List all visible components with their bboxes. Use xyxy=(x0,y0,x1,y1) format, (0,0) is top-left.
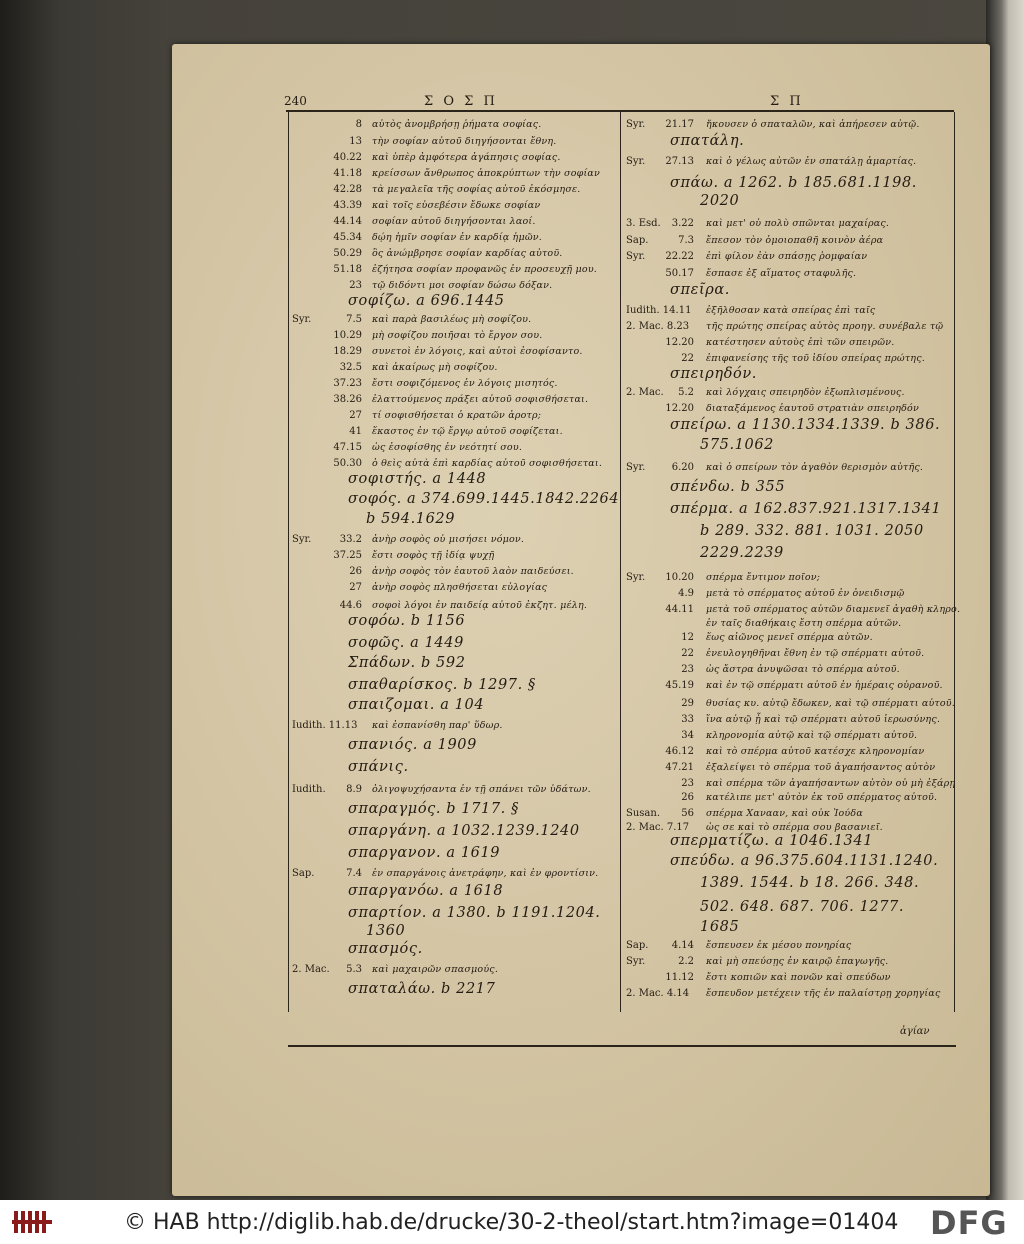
verse-number: 50.17 xyxy=(665,268,694,279)
lemma-continuation xyxy=(0,919,1024,938)
verse-number: 8.9 xyxy=(346,784,362,795)
lemma-text: σοφῶς. a 1449 xyxy=(348,635,464,651)
book-reference: Syr. xyxy=(626,156,646,167)
quotation-text: ὁ θεὶς αὐτὰ ἐπὶ καρδίας αὐτοῦ σοφισθήσεται. xyxy=(372,458,603,469)
quotation-text: καὶ ὁ γέλως αὐτῶν ἐν σπατάλῃ ἁμαρτίας. xyxy=(706,156,917,167)
quotation-text: ὡς σε καὶ τὸ σπέρμα σου βασανιεῖ. xyxy=(706,822,883,833)
lemma-text: σπέρμα. a 162.837.921.1317.1341 xyxy=(670,501,942,517)
reference-numbers: b 289. 332. 881. 1031. 2050 xyxy=(700,523,924,539)
quotation-text: μετὰ τοῦ σπέρματος αὐτῶν διαμενεῖ ἀγαθὴ κληρο. xyxy=(706,604,961,615)
verse-number: 27 xyxy=(349,410,362,421)
book-reference: Syr. xyxy=(626,956,646,967)
book-reference: Susan. xyxy=(626,808,661,819)
verse-number: 51.18 xyxy=(333,264,362,275)
verse-number: 44.14 xyxy=(333,216,362,227)
quotation-text: καὶ τοῖς εὐσεβέσιν ἔδωκε σοφίαν xyxy=(372,200,541,211)
quotation-text: ἔσπευσεν ἐκ μέσου πονηρίας xyxy=(706,940,852,951)
quotation-text: τὴν σοφίαν αὐτοῦ διηγήσονται ἔθνη. xyxy=(372,136,557,147)
index-entry xyxy=(0,249,1024,265)
lemma-text: σπεῖρα. xyxy=(670,282,731,298)
quotation-text: σοφίαν αὐτοῦ διηγήσονται λαοί. xyxy=(372,216,536,227)
verse-number: 12 xyxy=(681,632,694,643)
quotation-text: ἵνα αὐτῷ ᾖ καὶ τῷ σπέρματι αὐτοῦ ἱερωσύνης. xyxy=(706,714,941,725)
quotation-text: ἔσπευδον μετέχειν τῆς ἐν παλαίστρῃ χορηγίας xyxy=(706,988,941,999)
quotation-text: ἐν ταῖς διαθήκαις ἔστη σπέρμα αὐτῶν. xyxy=(706,618,902,629)
verse-number: 45.19 xyxy=(665,680,694,691)
reference-numbers: 1360 xyxy=(366,923,406,939)
verse-number: 18.29 xyxy=(333,346,362,357)
lemma-text: σπένδω. b 355 xyxy=(670,479,786,495)
book-reference: Syr. xyxy=(292,314,312,325)
quotation-text: καὶ μετ' οὐ πολὺ σπῶνται μαχαίρας. xyxy=(706,218,890,229)
index-entry xyxy=(0,401,1024,417)
index-entry xyxy=(0,117,1024,133)
quotation-text: σπέρμα ἔντιμον ποῖον; xyxy=(706,572,821,583)
quotation-text: ἀνὴρ σοφὸς πλησθήσεται εὐλογίας xyxy=(372,582,548,593)
quotation-text: ὡς ἄστρα ἀνυψῶσαι τὸ σπέρμα αὐτοῦ. xyxy=(706,664,900,675)
lemma-continuation xyxy=(0,899,1024,918)
verse-number: 34 xyxy=(681,730,694,741)
verse-number: 7.3 xyxy=(678,235,694,246)
index-entry xyxy=(0,986,1024,1002)
quotation-text: τῷ διδόντι μοι σοφίαν δώσω δόξαν. xyxy=(372,280,553,291)
book-reference: Syr. xyxy=(626,119,646,130)
lemma-text: Σπάδων. b 592 xyxy=(348,655,466,671)
lemma-continuation xyxy=(0,875,1024,894)
lemma-continuation xyxy=(0,545,1024,564)
lemma-text: σπατάλη. xyxy=(670,133,745,149)
verse-number: 2.2 xyxy=(678,956,694,967)
index-entry xyxy=(0,938,1024,954)
index-entry xyxy=(0,646,1024,662)
index-entry xyxy=(0,728,1024,744)
quotation-text: ἕκαστος ἐν τῷ ἔργῳ αὐτοῦ σοφίζεται. xyxy=(372,426,563,437)
quotation-text: μὴ σοφίζου ποιῆσαι τὸ ἔργον σου. xyxy=(372,330,543,341)
verse-number: 33.2 xyxy=(339,534,362,545)
lemma-text: σπειρηδόν. xyxy=(670,366,757,382)
book-reference: Syr. xyxy=(292,534,312,545)
footer-bar xyxy=(0,1200,1024,1244)
verse-number: 50.29 xyxy=(333,248,362,259)
quotation-text: ἐπὶ φίλον ἐὰν σπάσῃς ῥομφαίαν xyxy=(706,251,868,262)
book-reference: Sap. xyxy=(292,868,315,879)
index-entry xyxy=(0,266,1024,282)
verse-number: 23 xyxy=(681,664,694,675)
verse-number: 47.15 xyxy=(333,442,362,453)
dfg-logo-text: DFG xyxy=(930,1206,1008,1238)
quotation-text: κατέλιπε μετ' αὐτὸν ἐκ τοῦ σπέρματος αὐτοῦ. xyxy=(706,792,938,803)
quotation-text: συνετοὶ ἐν λόγοις, καὶ αὐτοὶ ἐσοφίσαντο. xyxy=(372,346,583,357)
quotation-text: τῆς πρώτης σπείρας αὐτὸς προηγ. συνέβαλε τῷ xyxy=(706,321,944,332)
quotation-text: καὶ λόγχαις σπειρηδὸν ἐξωπλισμένους. xyxy=(706,387,905,398)
lemma-text: σπαιζομαι. a 104 xyxy=(348,697,485,713)
verse-number: 50.30 xyxy=(333,458,362,469)
lemma-text: σοφός. a 374.699.1445.1842.2264 xyxy=(348,491,620,507)
verse-number: 37.25 xyxy=(333,550,362,561)
quotation-text: καὶ ἀκαίρως μὴ σοφίζου. xyxy=(372,362,498,373)
lemma-text: σπαρτίον. a 1380. b 1191.1204. xyxy=(348,905,601,921)
verse-number: 4.9 xyxy=(678,588,694,599)
verse-number: 4.14 xyxy=(671,940,694,951)
verse-number: 43.39 xyxy=(333,200,362,211)
verse-number: 32.5 xyxy=(339,362,362,373)
book-reference: Iudith. xyxy=(292,784,326,795)
quotation-text: θυσίας κυ. αὐτῷ ἔδωκεν, καὶ τῷ σπέρματι αὐτοῦ. xyxy=(706,698,955,709)
lemma-text: σπάω. a 1262. b 185.681.1198. xyxy=(670,175,918,191)
lemma-heading xyxy=(0,282,1024,301)
verse-number: 7.4 xyxy=(346,868,362,879)
index-entry xyxy=(0,351,1024,367)
quotation-text: καὶ τὸ σπέρμα αὐτοῦ κατέσχε κληρονομίαν xyxy=(706,746,925,757)
lemma-text: σπαθαρίσκος. b 1297. § xyxy=(348,677,536,693)
book-reference: Syr. xyxy=(626,462,646,473)
verse-number: 29 xyxy=(681,698,694,709)
lemma-text: σπερματίζω. a 1046.1341 xyxy=(670,833,874,849)
verse-number: 21.17 xyxy=(665,119,694,130)
verse-number: 42.28 xyxy=(333,184,362,195)
lemma-text: σοφίζω. a 696.1445 xyxy=(348,293,505,309)
lemma-continuation xyxy=(0,437,1024,456)
quotation-text: ἐνευλογηθῆναι ἔθνη ἐν τῷ σπέρματι αὐτοῦ. xyxy=(706,648,925,659)
reference-numbers: 2020 xyxy=(700,193,740,209)
bottom-rule xyxy=(288,1045,956,1047)
quotation-text: ὃς ἀνώμβρησε σοφίαν καρδίας αὐτοῦ. xyxy=(372,248,563,259)
index-entry xyxy=(0,303,1024,319)
verse-number: 26 xyxy=(349,566,362,577)
lemma-heading xyxy=(0,501,1024,520)
quotation-text: αὐτὸς ἀνομβρήσῃ ῥήματα σοφίας. xyxy=(372,119,542,130)
index-entry xyxy=(0,586,1024,602)
verse-number: 23 xyxy=(349,280,362,291)
lemma-text: σπανιός. a 1909 xyxy=(348,737,477,753)
book-reference: Syr. xyxy=(626,572,646,583)
book-reference: 2. Mac. 4.14 xyxy=(626,988,690,999)
book-reference: 2. Mac. xyxy=(292,964,330,975)
quotation-text: ἐπιφανείσης τῆς τοῦ ἰδίου σπείρας πρώτης. xyxy=(706,353,925,364)
lemma-heading xyxy=(0,417,1024,436)
verse-number: 27.13 xyxy=(665,156,694,167)
lemma-text: σπασμός. xyxy=(348,941,423,957)
lemma-heading xyxy=(0,175,1024,194)
verse-number: 37.23 xyxy=(333,378,362,389)
quotation-text: ἔπεσον τὸν ὁμοιοπαθῆ κοινὸν ἀέρα xyxy=(706,235,884,246)
quotation-text: καὶ ἐσπανίσθη παρ' ὕδωρ. xyxy=(372,720,503,731)
index-entry xyxy=(0,696,1024,712)
reference-numbers: 502. 648. 687. 706. 1277. xyxy=(700,899,905,915)
verse-number: 12.20 xyxy=(665,403,694,414)
dfg-logo-icon xyxy=(930,1206,1012,1238)
verse-number: 44.6 xyxy=(339,600,362,611)
verse-number: 6.20 xyxy=(671,462,694,473)
quotation-text: καὶ μαχαιρῶν σπασμούς. xyxy=(372,964,499,975)
quotation-text: κατέστησεν αὐτοὺς ἐπὶ τῶν σπειρῶν. xyxy=(706,337,895,348)
book-reference: Iudith. 11.13 xyxy=(292,720,358,731)
verse-number: 38.26 xyxy=(333,394,362,405)
reference-numbers: 575.1062 xyxy=(700,437,774,453)
left-running-head: Σ Ο Σ Π xyxy=(424,94,498,109)
quotation-text: τί σοφισθήσεται ὁ κρατῶν ἀροτρ; xyxy=(372,410,542,421)
index-entry xyxy=(0,233,1024,249)
verse-number: 22.22 xyxy=(665,251,694,262)
quotation-text: καὶ μὴ σπεύσῃς ἐν καιρῷ ἐπαγωγῆς. xyxy=(706,956,889,967)
verse-number: 7.5 xyxy=(346,314,362,325)
quotation-text: ἔστι σοφὸς τῇ ἰδίᾳ ψυχῇ xyxy=(372,550,495,561)
index-entry xyxy=(0,385,1024,401)
lemma-text: σπείρω. a 1130.1334.1339. b 386. xyxy=(670,417,941,433)
verse-number: 13 xyxy=(349,136,362,147)
verse-number: 8 xyxy=(355,119,362,130)
verse-number: 47.21 xyxy=(665,762,694,773)
verse-number: 26 xyxy=(681,792,694,803)
reference-numbers: 2229.2239 xyxy=(700,545,784,561)
quotation-text: καὶ ἐν τῷ σπέρματι αὐτοῦ ἐν ἡμέραις οὐρανοῦ. xyxy=(706,680,943,691)
verse-number: 10.20 xyxy=(665,572,694,583)
quotation-text: μετὰ τὸ σπέρματος αὐτοῦ ἐν ὀνειδισμῷ xyxy=(706,588,905,599)
verse-number: 12.20 xyxy=(665,337,694,348)
verse-number: 45.34 xyxy=(333,232,362,243)
lemma-heading xyxy=(0,133,1024,152)
quotation-text: κρείσσων ἄνθρωπος ἀποκρύπτων τὴν σοφίαν xyxy=(372,168,601,179)
index-entry xyxy=(0,954,1024,970)
verse-number: 11.12 xyxy=(665,972,694,983)
quotation-text: ἐξῆλθοσαν κατὰ σπείρας ἐπὶ ταῖς xyxy=(706,305,876,316)
index-entry xyxy=(0,790,1024,806)
lemma-continuation xyxy=(0,193,1024,212)
quotation-text: κληρονομία αὐτῷ καὶ τῷ σπέρματι αὐτοῦ. xyxy=(706,730,918,741)
verse-number: 5.2 xyxy=(678,387,694,398)
verse-number: 23 xyxy=(681,778,694,789)
index-entry xyxy=(0,319,1024,335)
book-reference: Sap. xyxy=(626,235,649,246)
verse-number: 46.12 xyxy=(665,746,694,757)
copyright-link[interactable]: © HAB http://diglib.hab.de/drucke/30-2-theol/start.htm?image=01404 xyxy=(124,1210,899,1235)
index-entry xyxy=(0,570,1024,586)
lemma-text: σπεύδω. a 96.375.604.1131.1240. xyxy=(670,853,939,869)
verse-number: 5.3 xyxy=(346,964,362,975)
quotation-text: ἤκουσεν ὁ σπαταλῶν, καὶ ἀπήρεσεν αὐτῷ. xyxy=(706,119,920,130)
quotation-text: ἀνὴρ σοφὸς οὐ μισήσει νόμον. xyxy=(372,534,525,545)
book-reference: Sap. xyxy=(626,940,649,951)
verse-number: 41 xyxy=(349,426,362,437)
quotation-text: ἔστι σοφιζόμενος ἐν λόγοις μισητός. xyxy=(372,378,558,389)
quotation-text: δῴη ἡμῖν σοφίαν ἐν καρδίᾳ ἡμῶν. xyxy=(372,232,542,243)
book-reference: Iudith. 14.11 xyxy=(626,305,692,316)
verse-number: 10.29 xyxy=(333,330,362,341)
lemma-text: σοφόω. b 1156 xyxy=(348,613,466,629)
quotation-text: ἔστι κοπιῶν καὶ πονῶν καὶ σπεύδων xyxy=(706,972,891,983)
book-reference: 2. Mac. 8.23 xyxy=(626,321,690,332)
lemma-text: σπάνις. xyxy=(348,759,409,775)
verse-number: 44.11 xyxy=(665,604,694,615)
quotation-text: ὡς ἐσοφίσθης ἐν νεότητί σου. xyxy=(372,442,523,453)
index-entry xyxy=(0,760,1024,776)
quotation-text: καὶ ὁ σπείρων τὸν ἀγαθὸν θερισμὸν αὐτῆς. xyxy=(706,462,924,473)
lemma-text: σοφιστής. a 1448 xyxy=(348,471,487,487)
index-entry xyxy=(0,712,1024,728)
quotation-text: σπέρμα Χανααν, καὶ οὐκ Ἰούδα xyxy=(706,808,863,819)
lemma-text: σπαργανόω. a 1618 xyxy=(348,883,504,899)
quotation-text: τὰ μεγαλεῖα τῆς σοφίας αὐτοῦ ἐκόσμησε. xyxy=(372,184,581,195)
quotation-text: καὶ σπέρμα τῶν ἀγαπήσαντων αὐτὸν οὐ μὴ ἐξάρῃ xyxy=(706,778,956,789)
book-reference: Syr. xyxy=(626,251,646,262)
lemma-heading xyxy=(0,833,1024,852)
index-entry xyxy=(0,678,1024,694)
reference-numbers: 1389. 1544. b 18. 266. 348. xyxy=(700,875,920,891)
index-entry xyxy=(0,662,1024,678)
quotation-text: σοφοὶ λόγοι ἐν παιδείᾳ αὐτοῦ ἐκζητ. μέλη. xyxy=(372,600,588,611)
verse-number: 40.22 xyxy=(333,152,362,163)
verse-number: 33 xyxy=(681,714,694,725)
right-running-head: Σ Π xyxy=(770,94,804,109)
index-entry xyxy=(0,970,1024,986)
index-entry xyxy=(0,744,1024,760)
verse-number: 27 xyxy=(349,582,362,593)
quotation-text: ὀλιγοψυχήσαντα ἐν τῇ σπάνει τῶν ὑδάτων. xyxy=(372,784,591,795)
quotation-text: ἐν σπαργάνοις ἀνετράφην, καὶ ἐν φροντίσιν. xyxy=(372,868,599,879)
book-reference: 2. Mac. 7.17 xyxy=(626,822,690,833)
quotation-text: ἐξαλείψει τὸ σπέρμα τοῦ ἀγαπήσαντος αὐτὸν xyxy=(706,762,936,773)
quotation-text: ἔσπασε ἐξ αἵματος σταφυλῆς. xyxy=(706,268,857,279)
book-reference: 2. Mac. xyxy=(626,387,664,398)
lemma-text: σπαραγμός. b 1717. § xyxy=(348,801,519,817)
index-entry xyxy=(0,630,1024,646)
verse-number: 22 xyxy=(681,353,694,364)
lemma-text: σπαταλάω. b 2217 xyxy=(348,981,496,997)
verse-number: 41.18 xyxy=(333,168,362,179)
quotation-text: διαταξάμενος ἑαυτοῦ στρατιὰν σπειρηδόν xyxy=(706,403,919,414)
index-entry xyxy=(0,154,1024,170)
hab-logo-icon xyxy=(12,1208,52,1236)
catchword: ἀγίαν xyxy=(900,1026,930,1037)
verse-number: 56 xyxy=(681,808,694,819)
lemma-text: σπαργανον. a 1619 xyxy=(348,845,501,861)
quotation-text: ἀνὴρ σοφὸς τὸν ἑαυτοῦ λαὸν παιδεύσει. xyxy=(372,566,574,577)
index-entry xyxy=(0,216,1024,232)
quotation-text: ἐλαττούμενος πράξει αὐτοῦ σοφισθήσεται. xyxy=(372,394,589,405)
verse-number: 3.22 xyxy=(671,218,694,229)
page-number: 240 xyxy=(284,94,307,108)
quotation-text: ἕως αἰῶνος μενεῖ σπέρμα αὐτῶν. xyxy=(706,632,873,643)
index-entry xyxy=(0,460,1024,476)
index-entry xyxy=(0,335,1024,351)
quotation-text: ἐζήτησα σοφίαν προφανῶς ἐν προσευχῇ μου. xyxy=(372,264,598,275)
quotation-text: καὶ ὑπὲρ ἀμφότερα ἀγάπησις σοφίας. xyxy=(372,152,561,163)
reference-numbers: 1685 xyxy=(700,919,740,935)
book-reference: 3. Esd. xyxy=(626,218,661,229)
reference-numbers: b 594.1629 xyxy=(366,511,456,527)
verse-number: 22 xyxy=(681,648,694,659)
lemma-text: σπαργάνη. a 1032.1239.1240 xyxy=(348,823,580,839)
lemma-continuation xyxy=(0,523,1024,542)
quotation-text: καὶ παρὰ βασιλέως μὴ σοφίζου. xyxy=(372,314,532,325)
